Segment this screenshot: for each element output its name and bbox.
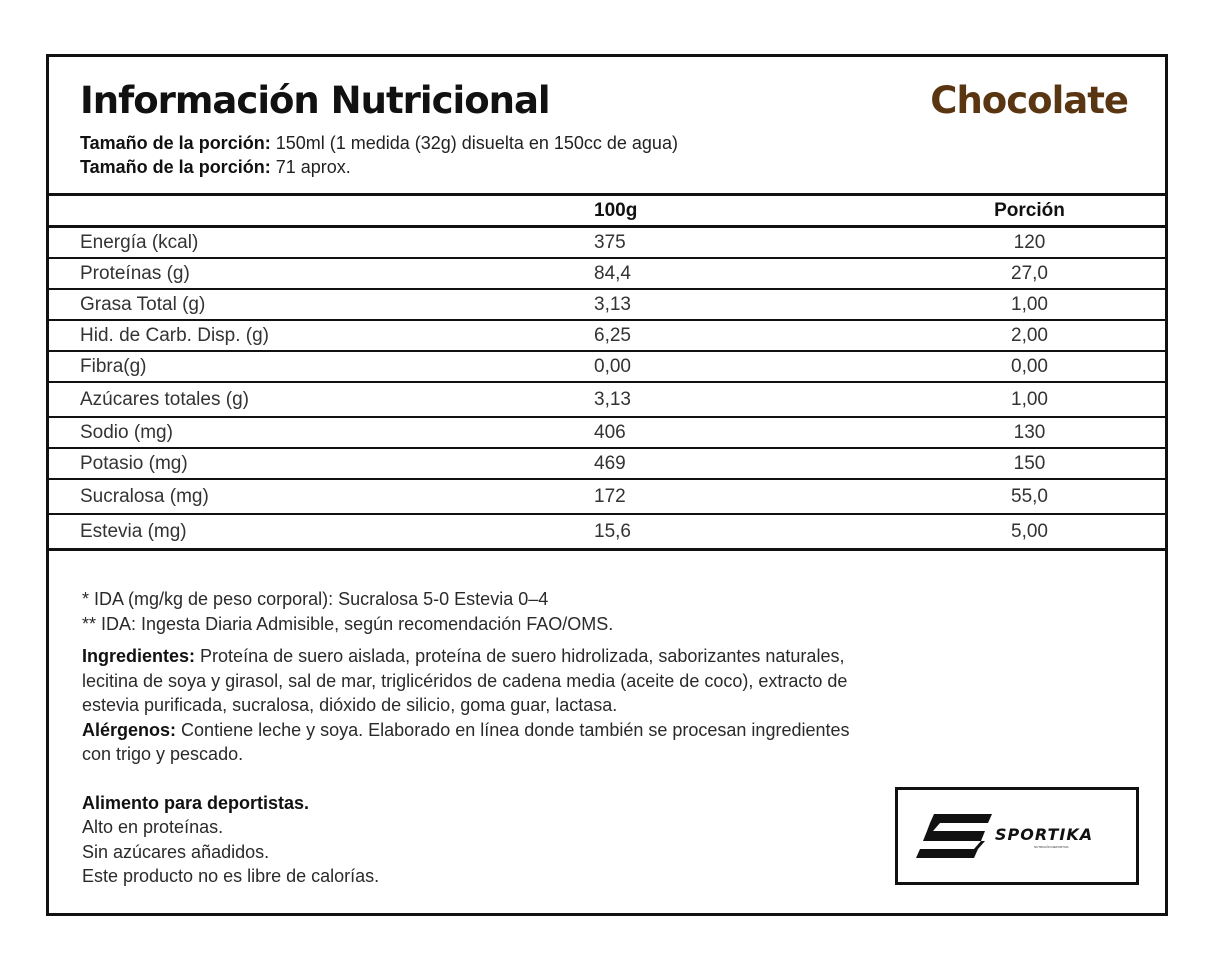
value-per-100g: 172 bbox=[594, 485, 626, 507]
nutrient-name: Energía (kcal) bbox=[80, 231, 199, 253]
value-per-portion: 5,00 bbox=[1011, 520, 1048, 542]
serving-size-label: Tamaño de la porción: bbox=[80, 133, 271, 153]
value-per-100g: 3,13 bbox=[594, 388, 631, 410]
ida-limits-note: * IDA (mg/kg de peso corporal): Sucralosa 5-0 Estevia 0–4 bbox=[82, 589, 549, 609]
value-per-portion: 0,00 bbox=[1011, 355, 1048, 377]
sportika-logo-icon bbox=[916, 812, 996, 862]
value-per-100g: 15,6 bbox=[594, 520, 631, 542]
value-per-100g: 375 bbox=[594, 231, 626, 253]
table-row bbox=[49, 289, 1165, 320]
value-per-100g: 406 bbox=[594, 421, 626, 443]
value-per-100g: 469 bbox=[594, 452, 626, 474]
servings-label: Tamaño de la porción: bbox=[80, 157, 271, 177]
value-per-portion: 130 bbox=[1013, 421, 1046, 443]
allergens-text: Contiene leche y soya. Elaborado en línea donde también se procesan ingredientes con trigo y pescado. bbox=[82, 719, 850, 764]
claim-item: Alto en proteínas. bbox=[82, 817, 224, 837]
claim-item: Este producto no es libre de calorías. bbox=[82, 866, 380, 886]
value-per-portion: 1,00 bbox=[1011, 293, 1048, 315]
value-per-portion: 120 bbox=[1013, 231, 1046, 253]
label-title: Información Nutricional bbox=[80, 79, 550, 122]
table-row bbox=[49, 351, 1165, 382]
ingredients-paragraph bbox=[82, 644, 872, 718]
brand-tagline: NUTRICIÓN DEPORTIVA bbox=[1034, 845, 1069, 849]
header-per-100g: 100g bbox=[594, 199, 638, 221]
nutrient-name: Sucralosa (mg) bbox=[80, 485, 209, 507]
brand-name: SPORTIKA bbox=[995, 825, 1094, 844]
value-per-100g: 0,00 bbox=[594, 355, 631, 377]
servings-per-container bbox=[80, 157, 351, 178]
nutrient-name: Fibra(g) bbox=[80, 355, 147, 377]
value-per-portion: 2,00 bbox=[1011, 324, 1048, 346]
nutrition-label bbox=[46, 54, 1168, 916]
table-row bbox=[49, 448, 1165, 479]
table-row bbox=[49, 320, 1165, 351]
ingredients-text: Proteína de suero aislada, proteína de suero hidrolizada, saborizantes naturales, lecitina de soya y girasol, sal de mar, triglicéridos de cadena media (aceite de coco), extracto de estevia purificada, sucralosa, dióxido de silicio, goma guar, lactasa. bbox=[82, 646, 848, 715]
servings-value: 71 aprox. bbox=[275, 157, 351, 177]
value-per-portion: 27,0 bbox=[1011, 262, 1048, 284]
claim-item: Sin azúcares añadidos. bbox=[82, 841, 270, 862]
value-per-100g: 84,4 bbox=[594, 262, 631, 284]
allergens-paragraph bbox=[82, 718, 872, 767]
nutrient-name: Estevia (mg) bbox=[80, 520, 187, 542]
table-row bbox=[49, 514, 1165, 550]
ingredients-label: Ingredientes: bbox=[82, 646, 196, 666]
nutrient-name: Hid. de Carb. Disp. (g) bbox=[80, 324, 270, 346]
value-per-portion: 150 bbox=[1013, 452, 1046, 474]
value-per-100g: 3,13 bbox=[594, 293, 631, 315]
nutrition-table bbox=[49, 193, 1165, 551]
header-nutrient bbox=[49, 195, 594, 227]
label-notes bbox=[82, 587, 872, 889]
table-row bbox=[49, 479, 1165, 514]
flavor-name: Chocolate bbox=[930, 79, 1128, 122]
value-per-portion: 1,00 bbox=[1011, 388, 1048, 410]
value-per-portion: 55,0 bbox=[1011, 485, 1048, 507]
header-per-portion: Porción bbox=[994, 199, 1065, 221]
nutrient-name: Azúcares totales (g) bbox=[80, 388, 249, 410]
claim-title: Alimento para deportistas. bbox=[82, 792, 310, 813]
nutrient-name: Proteínas (g) bbox=[80, 262, 190, 284]
value-per-100g: 6,25 bbox=[594, 324, 631, 346]
table-row bbox=[49, 382, 1165, 417]
ida-definition-note: ** IDA: Ingesta Diaria Admisible, según recomendación FAO/OMS. bbox=[82, 613, 614, 634]
nutrient-name: Grasa Total (g) bbox=[80, 293, 206, 315]
table-row bbox=[49, 227, 1165, 259]
table-row bbox=[49, 417, 1165, 448]
nutrient-name: Potasio (mg) bbox=[80, 452, 188, 474]
serving-size bbox=[80, 133, 678, 154]
nutrient-name: Sodio (mg) bbox=[80, 421, 173, 443]
table-row bbox=[49, 258, 1165, 289]
allergens-label: Alérgenos: bbox=[82, 719, 177, 740]
serving-size-value: 150ml (1 medida (32g) disuelta en 150cc de agua) bbox=[275, 133, 678, 153]
table-header-row bbox=[49, 195, 1165, 227]
brand-logo-box bbox=[895, 787, 1139, 885]
